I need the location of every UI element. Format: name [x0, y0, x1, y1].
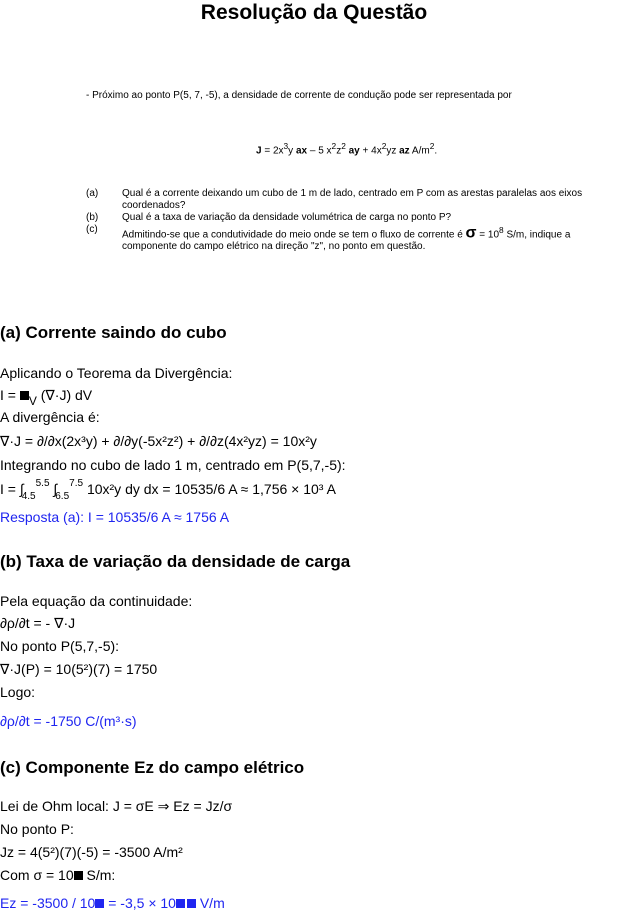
missing-glyph-icon: [176, 899, 185, 908]
section-a-line-4: ∇·J = ∂/∂x(2x³y) + ∂/∂y(-5x²z²) + ∂/∂z(4x²yz) = 10x²y: [0, 433, 317, 449]
section-b-line-3: No ponto P(5,7,-5):: [0, 638, 120, 654]
section-a-heading: (a) Corrente saindo do cubo: [0, 323, 227, 342]
question-item-a: (a) Qual é a corrente deixando um cubo de 1 m de lado, centrado em P com as arestas paralelas aos eixos coordenados?: [86, 188, 583, 211]
section-a-line-3: A divergência é:: [0, 409, 100, 425]
question-item-c: (c) Admitindo-se que a condutividade do meio onde se tem o fluxo de corrente é $\sigma = 10^8$ S/m, indique a componente do campo elétrico na direção "z", no ponto em questão.: [86, 224, 571, 253]
missing-glyph-icon: [95, 899, 104, 908]
question-intro: - Próximo ao ponto P(5, 7, -5), a densidade de corrente de condução pode ser representada por: [86, 90, 512, 101]
section-b-line-4: ∇·J(P) = 10(5²)(7) = 1750: [0, 661, 158, 677]
section-b-answer: ∂ρ/∂t = -1750 C/(m³·s): [0, 713, 137, 729]
section-c-line-1: Lei de Ohm local: J = σE ⇒ Ez = Jz/σ: [0, 798, 233, 814]
question-items: [86, 188, 628, 253]
section-c-heading: (c) Componente Ez do campo elétrico: [0, 758, 305, 777]
section-a-answer: Resposta (a): I = 10535/6 A ≈ 1756 A: [0, 509, 230, 525]
section-c-answer: Ez = -3500 / 10 = -3,5 × 10 V/m: [0, 895, 225, 911]
section-c-line-4: Com σ = 10 S/m:: [0, 867, 116, 883]
section-a-line-1: Aplicando o Teorema da Divergência:: [0, 365, 233, 381]
section-b-line-5: Logo:: [0, 684, 36, 700]
section-c-line-2: No ponto P:: [0, 821, 74, 837]
missing-glyph-icon: [74, 871, 83, 880]
section-b-line-1: Pela equação da continuidade:: [0, 593, 193, 609]
section-a-line-5: Integrando no cubo de lado 1 m, centrado em P(5,7,-5):: [0, 457, 346, 473]
section-a-line-6: $I = \int_{4.5}^{5.5}$ $\int_{6.5}^{7.5}$ 10x²y dy dx = 10535/6 A ≈ 1,756 × 10³ A: [0, 478, 336, 502]
section-b-heading: (b) Taxa de variação da densidade de carga: [0, 552, 351, 571]
section-a-line-2: I = V (∇·J) dV: [0, 387, 93, 408]
page-title: Resolução da Questão: [200, 1, 428, 24]
section-c-line-3: Jz = 4(5²)(7)(-5) = -3500 A/m²: [0, 844, 183, 860]
question-item-b: (b) Qual é a taxa de variação da densidade volumétrica de carga no ponto P?: [86, 212, 452, 223]
missing-glyph-icon: [187, 899, 196, 908]
current-density-equation: $J = 2x^3y$ ax – 5 $x^2z^2$ ay + $4x^2yz$ az $A/m^2$.: [256, 141, 438, 157]
section-b-line-2: ∂ρ/∂t = - ∇·J: [0, 615, 76, 631]
missing-glyph-icon: [20, 391, 29, 400]
